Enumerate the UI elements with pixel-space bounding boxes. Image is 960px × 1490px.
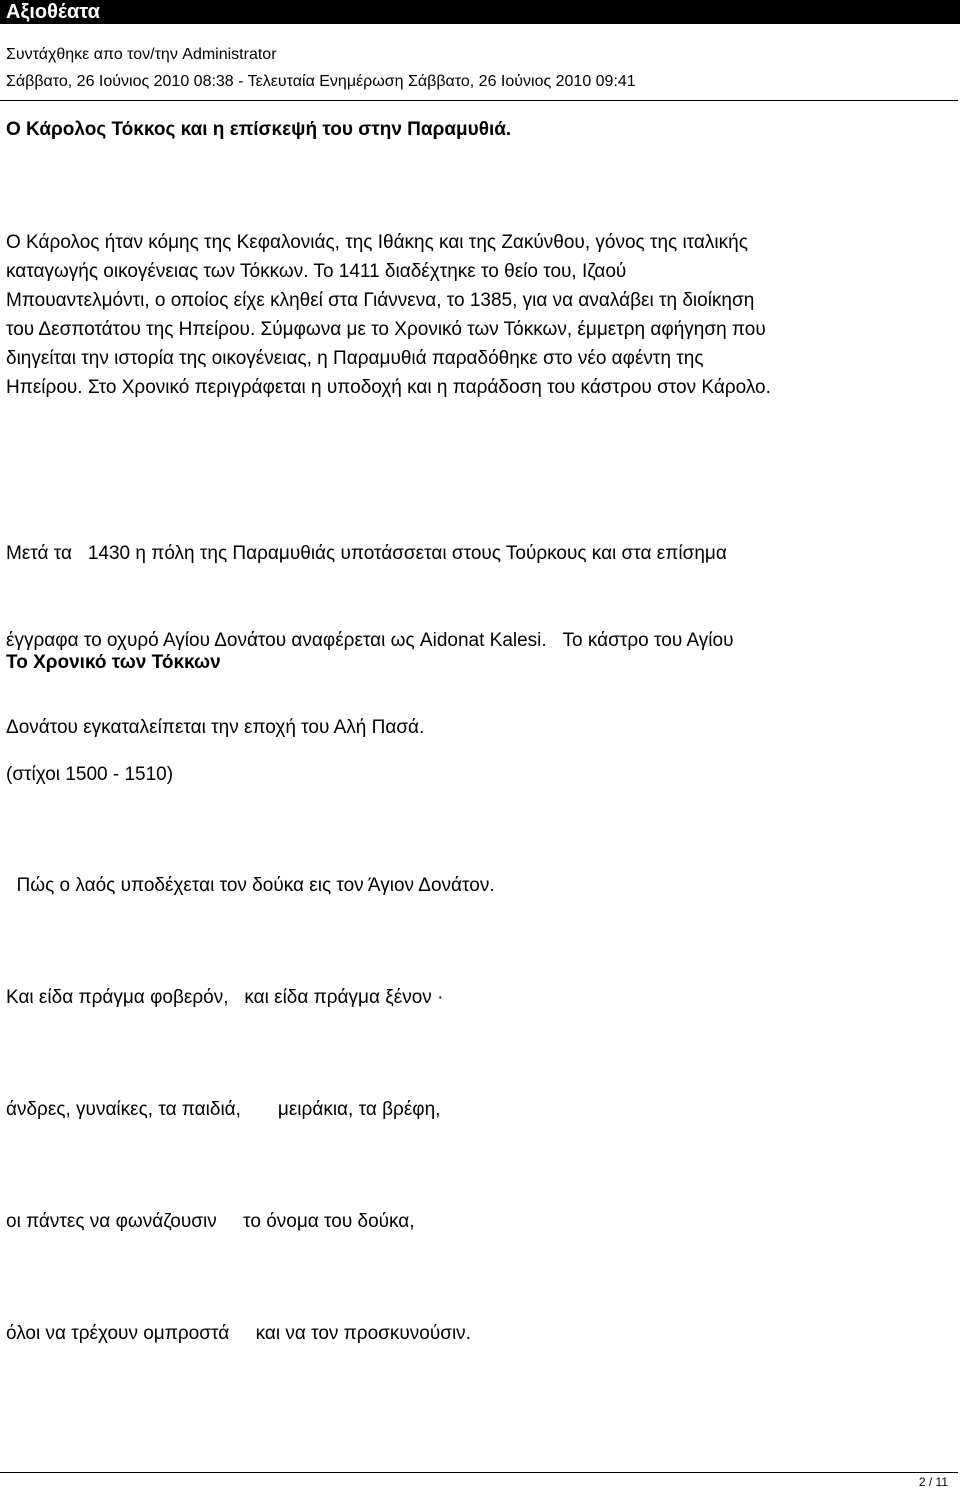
header-divider [0,100,958,101]
section-header: Αξιοθέατα [0,0,960,24]
paragraph-1 [6,228,951,402]
verses-note: (στίχοι 1500 - 1510) [6,764,174,785]
paragraph-line: Ο Κάρολος ήταν κόμης της Κεφαλονιάς, της Ιθάκης και της Ζακύνθου, γόνος της ιταλικής [6,232,748,253]
article-title: Ο Κάρολος Τόκκος και η επίσκεψή του στην Παραμυθιά. [6,119,512,140]
verse-line: όλοι να τρέχουν ομπροστά και να τον προσκυνούσιν. [6,1323,471,1344]
footer-divider [0,1472,958,1473]
paragraph-line: έγγραφα το οχυρό Αγίου Δονάτου αναφέρεται ως Aidonat Kalesi. Το κάστρο του Αγίου [6,630,734,651]
chronicle-heading: Το Χρονικό των Τόκκων [6,652,221,673]
verse-line: οι πάντες να φωνάζουσιν το όνομα του δούκα, [6,1211,415,1232]
paragraph-line: Ηπείρου. Στο Χρονικό περιγράφεται η υποδοχή και η παράδοση του κάστρου στον Κάρολο. [6,377,771,398]
dates-line: Σάββατο, 26 Ιούνιος 2010 08:38 - Τελευταία Ενημέρωση Σάββατο, 26 Ιούνιος 2010 09:41 [6,73,636,90]
paragraph-line: διηγείται την ιστορία της οικογένειας, η Παραμυθιά παραδόθηκε στο νέο αφέντη της [6,348,704,369]
paragraph-2 [6,481,951,771]
verse-line: Πώς ο λαός υποδέχεται τον δούκα εις τον Άγιον Δονάτον. [6,875,495,896]
author-line: Συντάχθηκε απο τον/την Administrator [6,46,277,63]
paragraph-line: του Δεσποτάτου της Ηπείρου. Σύμφωνα με το Χρονικό των Τόκκων, έμμετρη αφήγηση που [6,319,766,340]
paragraph-line: Μετά τα 1430 η πόλη της Παραμυθιάς υποτάσσεται στους Τούρκους και στα επίσημα [6,543,727,564]
paragraph-line: Δονάτου εγκαταλείπεται την εποχή του Αλή Πασά. [6,717,425,738]
paragraph-line: καταγωγής οικογένειας των Τόκκων. Το 1411 διαδέχτηκε το θείο του, Ιζαού [6,261,627,282]
page-number: 2 / 11 [918,1475,948,1489]
paragraph-line: Μπουαντελμόντι, ο οποίος είχε κληθεί στα Γιάννενα, το 1385, για να αναλάβει τη διοίκηση [6,290,755,311]
verse-line: Και είδα πράγμα φοβερόν, και είδα πράγμα ξένον · [6,987,444,1008]
verse-line: άνδρες, γυναίκες, τα παιδιά, μειράκια, τα βρέφη, [6,1099,441,1120]
